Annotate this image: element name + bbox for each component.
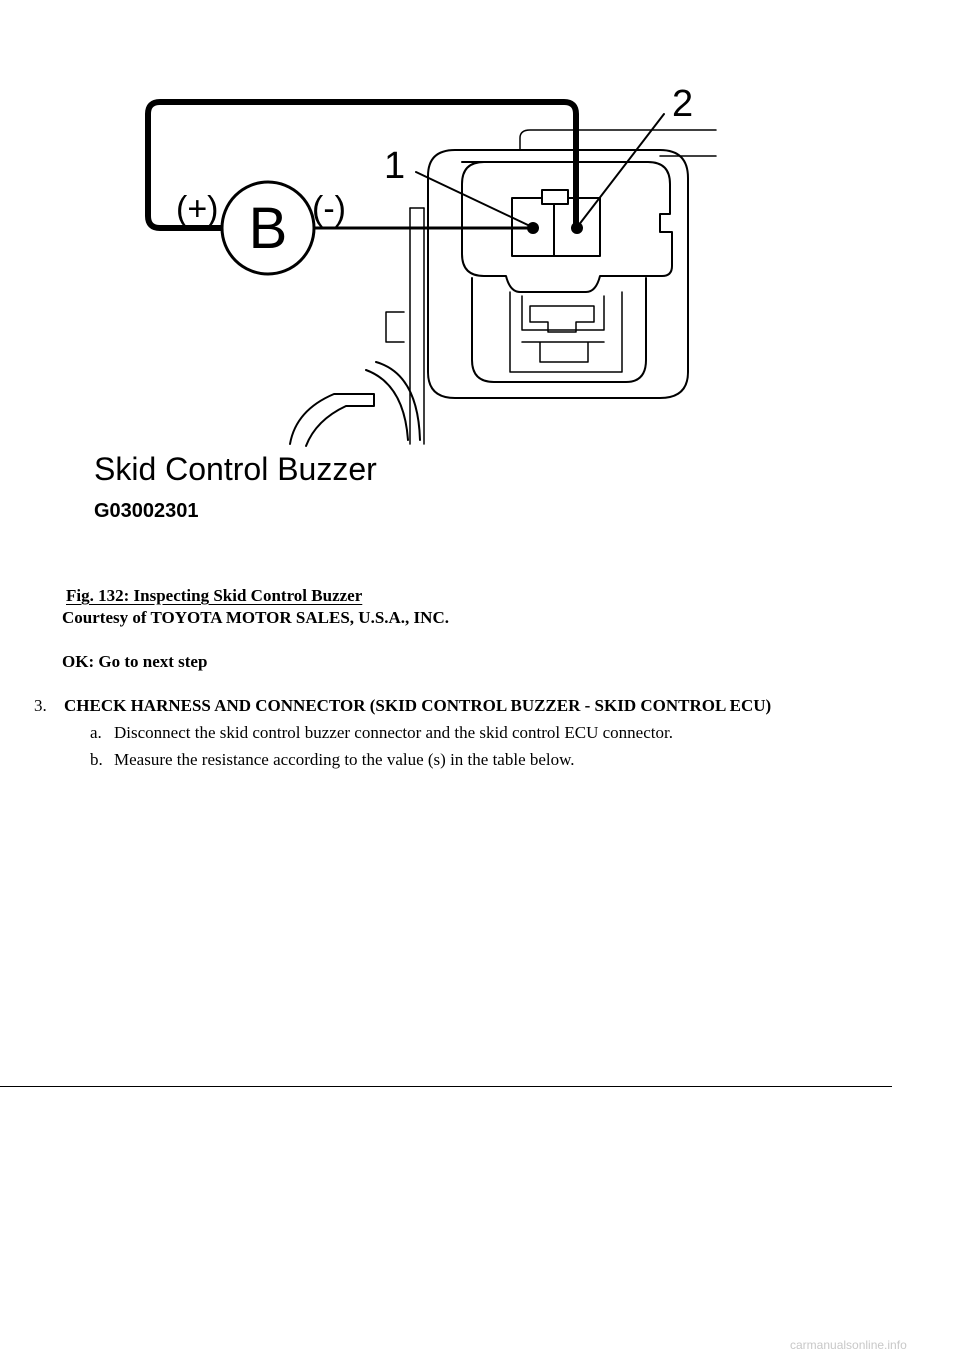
substep-b	[90, 750, 575, 770]
minus-label: (-)	[312, 190, 346, 228]
terminal-2-label: 2	[672, 83, 694, 125]
terminal-dot-1	[527, 222, 539, 234]
watermark: carmanualsonline.info	[790, 1338, 907, 1352]
component-label: Skid Control Buzzer	[94, 451, 377, 487]
page-divider	[0, 1086, 892, 1087]
substep-letter: b.	[90, 750, 103, 769]
substep-text: Measure the resistance according to the value (s) in the table below.	[114, 750, 575, 769]
battery-label: B	[248, 196, 288, 261]
terminal-1-label: 1	[384, 145, 406, 187]
substep-letter: a.	[90, 723, 102, 742]
figure-courtesy: Courtesy of TOYOTA MOTOR SALES, U.S.A., INC.	[62, 608, 449, 627]
terminal-dot-2	[571, 222, 583, 234]
substep-a	[90, 723, 673, 743]
step-number: 3.	[34, 696, 47, 715]
substep-text: Disconnect the skid control buzzer connector and the skid control ECU connector.	[114, 723, 673, 742]
step-title: CHECK HARNESS AND CONNECTOR (SKID CONTROL BUZZER - SKID CONTROL ECU)	[64, 696, 772, 715]
figure-code: G03002301	[94, 500, 199, 522]
result-ok: OK: Go to next step	[62, 652, 208, 671]
step-3	[34, 696, 771, 716]
figure-caption: Fig. 132: Inspecting Skid Control Buzzer	[66, 586, 363, 605]
plus-label: (+)	[176, 190, 219, 228]
connector-outer	[428, 150, 688, 398]
buzzer-inspection-diagram	[0, 0, 960, 540]
